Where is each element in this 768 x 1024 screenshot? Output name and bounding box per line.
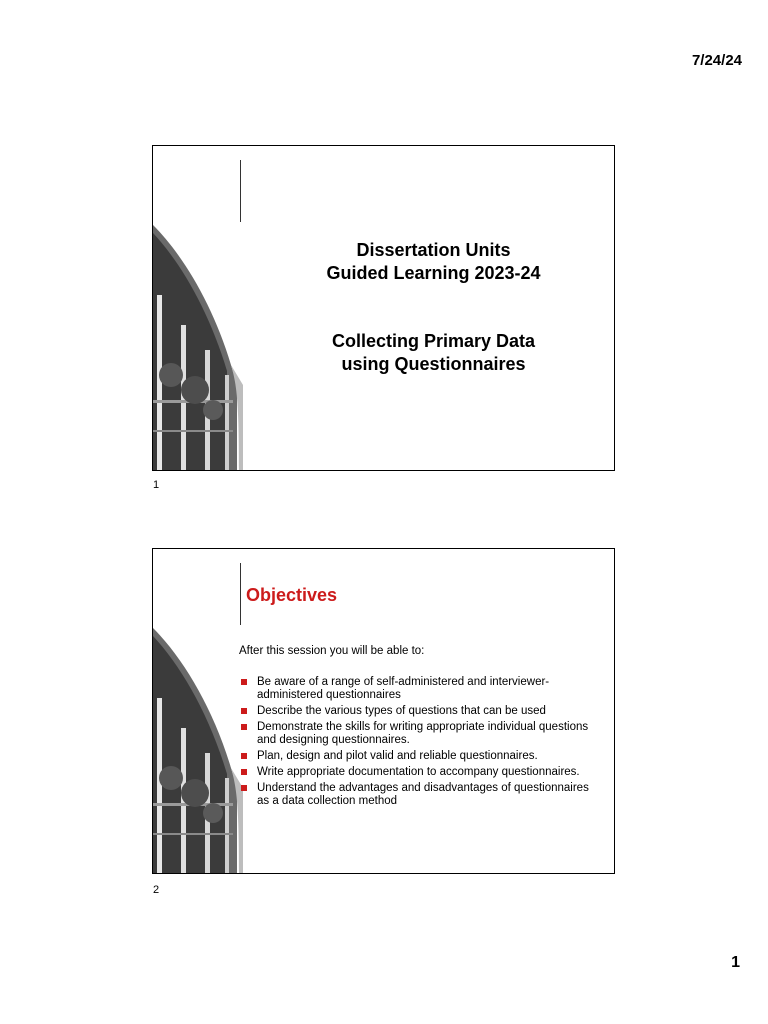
- slide-divider-line: [240, 563, 241, 625]
- square-bullet-icon: [241, 724, 247, 730]
- slide-1: [152, 145, 615, 471]
- slide-divider-line: [240, 160, 241, 222]
- square-bullet-icon: [241, 769, 247, 775]
- square-bullet-icon: [241, 753, 247, 759]
- list-item: Write appropriate documentation to accompany questionnaires.: [239, 766, 599, 779]
- list-item: Be aware of a range of self-administered and interviewer-administered questionnaires: [239, 676, 599, 702]
- objectives-list: [239, 676, 599, 811]
- slide-title: Dissertation Units Guided Learning 2023-24: [326, 240, 541, 283]
- square-bullet-icon: [241, 708, 247, 714]
- slide-2: [152, 548, 615, 874]
- list-item: Understand the advantages and disadvantages of questionnaires as a data collection method: [239, 782, 599, 808]
- building-image: [153, 225, 243, 470]
- list-item: Plan, design and pilot valid and reliable questionnaires.: [239, 750, 599, 763]
- slide-number: 2: [153, 884, 160, 896]
- intro-text: After this session you will be able to:: [239, 645, 425, 657]
- building-image: [153, 628, 243, 873]
- slide-number: 1: [153, 479, 160, 491]
- list-item: Demonstrate the skills for writing appropriate individual questions and designing questionnaires.: [239, 721, 599, 747]
- page-number: 1: [731, 954, 740, 971]
- square-bullet-icon: [241, 785, 247, 791]
- slide-subtitle: Collecting Primary Data using Questionnaires: [331, 331, 536, 374]
- document-date: 7/24/24: [691, 52, 742, 69]
- list-item: Describe the various types of questions that can be used: [239, 705, 599, 718]
- square-bullet-icon: [241, 679, 247, 685]
- slide-heading: Objectives: [246, 585, 338, 605]
